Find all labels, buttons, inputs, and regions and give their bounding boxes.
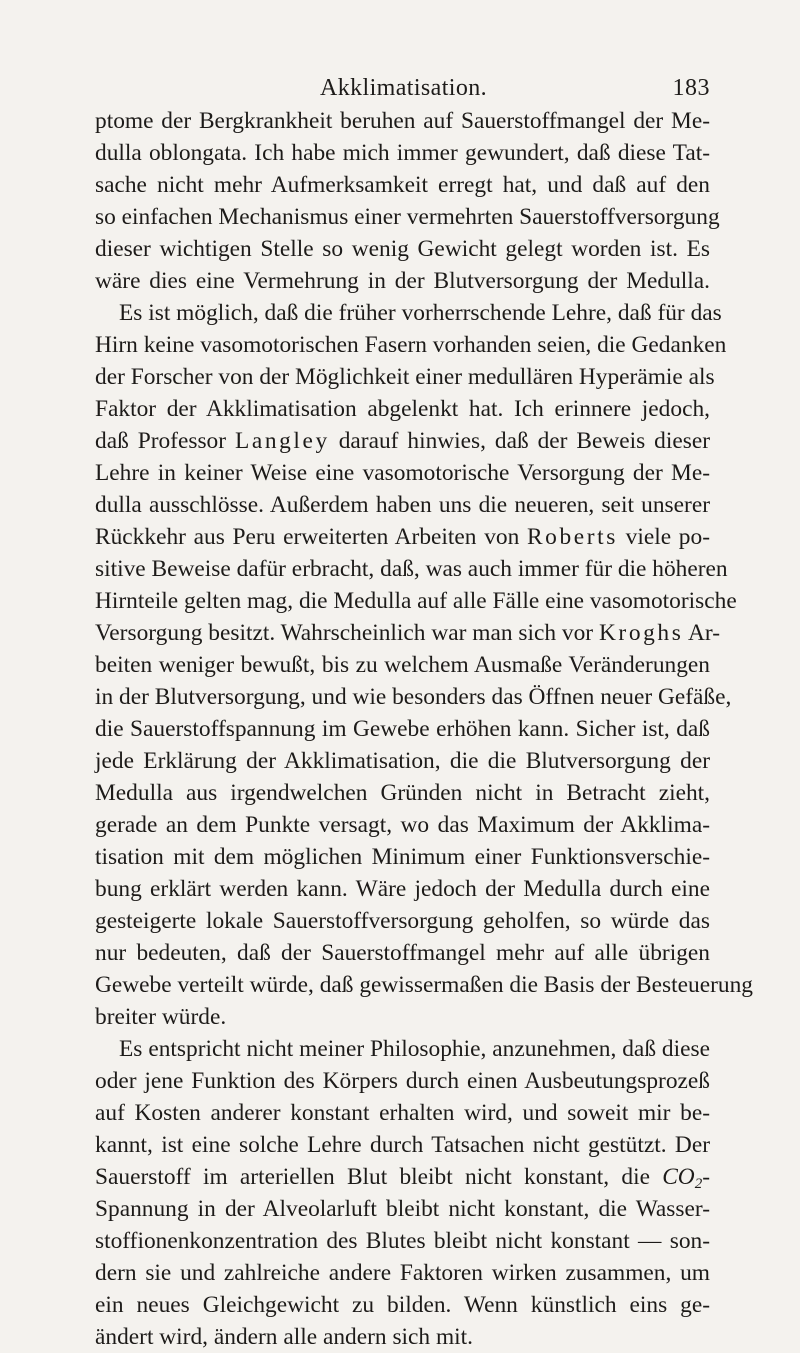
- text-line: Es ist möglich, daß die früher vorherrschende Lehre, daß für das: [119, 300, 722, 326]
- text-line: so einfachen Mechanismus einer vermehrten Sauerstoffversorgung: [95, 204, 720, 230]
- text-line: stoffionenkonzentration des Blutes bleibt nicht konstant — son-: [95, 1228, 710, 1254]
- line-text-before: Sauerstoff im arteriellen Blut bleibt nicht konstant, die: [95, 1164, 663, 1190]
- text-line: Spannung in der Alveolarluft bleibt nicht konstant, die Wasser-: [95, 1196, 710, 1222]
- formula-main: CO: [662, 1164, 695, 1190]
- page-number: 183: [672, 75, 710, 101]
- text-line: Hirnteile gelten mag, die Medulla auf alle Fälle eine vasomotorische: [95, 588, 737, 614]
- text-line: dern sie und zahlreiche andere Faktoren wirken zusammen, um: [95, 1260, 710, 1286]
- text-line: Es entspricht nicht meiner Philosophie, anzunehmen, daß diese: [119, 1036, 710, 1062]
- text-line: sache nicht mehr Aufmerksamkeit erregt hat, und daß auf den: [95, 172, 710, 198]
- text-line: dulla ausschlösse. Außerdem haben uns die neueren, seit unserer: [95, 492, 710, 518]
- text-line: sitive Beweise dafür erbracht, daß, was auch immer für die höheren: [95, 556, 728, 582]
- text-line: ändert wird, ändern alle andern sich mit.: [95, 1324, 474, 1350]
- author-name-roberts: Roberts: [526, 524, 618, 550]
- text-line: jede Erklärung der Akklimatisation, die die Blutversorgung der: [95, 748, 710, 774]
- text-line: in der Blutversorgung, und wie besonders das Öffnen neuer Gefäße,: [95, 684, 732, 710]
- text-line: gesteigerte lokale Sauerstoffversorgung geholfen, so würde das: [95, 908, 710, 934]
- running-head: [320, 72, 710, 104]
- formula-subscript: 2: [694, 1176, 703, 1192]
- body-text: [95, 105, 753, 1353]
- text-line: der Forscher von der Möglichkeit einer medullären Hyperämie als: [95, 364, 715, 390]
- line-text-before: Versorgung besitzt. Wahrscheinlich war man sich vor: [95, 620, 599, 646]
- text-line: Hirn keine vasomotorischen Fasern vorhanden seien, die Gedanken: [95, 332, 727, 358]
- text-line: die Sauerstoffspannung im Gewebe erhöhen kann. Sicher ist, daß: [95, 716, 710, 742]
- line-text-before: daß Professor: [95, 428, 235, 454]
- text-line: bung erklärt werden kann. Wäre jedoch der Medulla durch eine: [95, 876, 710, 902]
- text-line: beiten weniger bewußt, bis zu welchem Ausmaße Veränderungen: [95, 652, 710, 678]
- author-name-langley: Langley: [234, 428, 330, 454]
- text-line: dulla oblongata. Ich habe mich immer gewundert, daß diese Tat-: [95, 140, 710, 166]
- text-line: [95, 1161, 710, 1193]
- author-name-krogh: Kroghs: [598, 620, 684, 646]
- line-text-after: -: [702, 1164, 710, 1190]
- text-line: gerade an dem Punkte versagt, wo das Maximum der Akklima-: [95, 812, 710, 838]
- text-line: nur bedeuten, daß der Sauerstoffmangel mehr auf alle übrigen: [95, 940, 710, 966]
- line-text-after: darauf hinwies, daß der Beweis dieser: [329, 428, 711, 454]
- text-line: wäre dies eine Vermehrung in der Blutversorgung der Medulla.: [95, 268, 710, 294]
- line-text-after: viele po-: [617, 524, 710, 550]
- running-title: Akklimatisation.: [320, 75, 488, 101]
- text-line: Faktor der Akklimatisation abgelenkt hat. Ich erinnere jedoch,: [95, 396, 710, 422]
- text-line: Lehre in keiner Weise eine vasomotorische Versorgung der Me-: [95, 460, 710, 486]
- text-line: dieser wichtigen Stelle so wenig Gewicht gelegt worden ist. Es: [95, 236, 710, 262]
- text-line: oder jene Funktion des Körpers durch einen Ausbeutungsprozeß: [95, 1068, 710, 1094]
- text-line: breiter würde.: [95, 1004, 227, 1030]
- text-line: tisation mit dem möglichen Minimum einer Funktionsverschie-: [95, 844, 710, 870]
- text-line: [95, 425, 710, 457]
- text-line: kannt, ist eine solche Lehre durch Tatsachen nicht gestützt. Der: [95, 1132, 710, 1158]
- text-line: auf Kosten anderer konstant erhalten wird, und soweit mir be-: [95, 1100, 710, 1126]
- text-line: Medulla aus irgendwelchen Gründen nicht in Betracht zieht,: [95, 780, 710, 806]
- text-line: [95, 521, 710, 553]
- line-text-before: Rückkehr aus Peru erweiterten Arbeiten von: [95, 524, 527, 550]
- text-line: Gewebe verteilt würde, daß gewissermaßen die Basis der Besteuerung: [95, 972, 753, 998]
- line-text-after: Ar-: [683, 620, 720, 646]
- text-line: ein neues Gleichgewicht zu bilden. Wenn künstlich eins ge-: [95, 1292, 710, 1318]
- text-line: ptome der Bergkrankheit beruhen auf Sauerstoffmangel der Me-: [95, 108, 710, 134]
- text-line: [95, 617, 720, 649]
- co2-formula: [662, 1164, 702, 1190]
